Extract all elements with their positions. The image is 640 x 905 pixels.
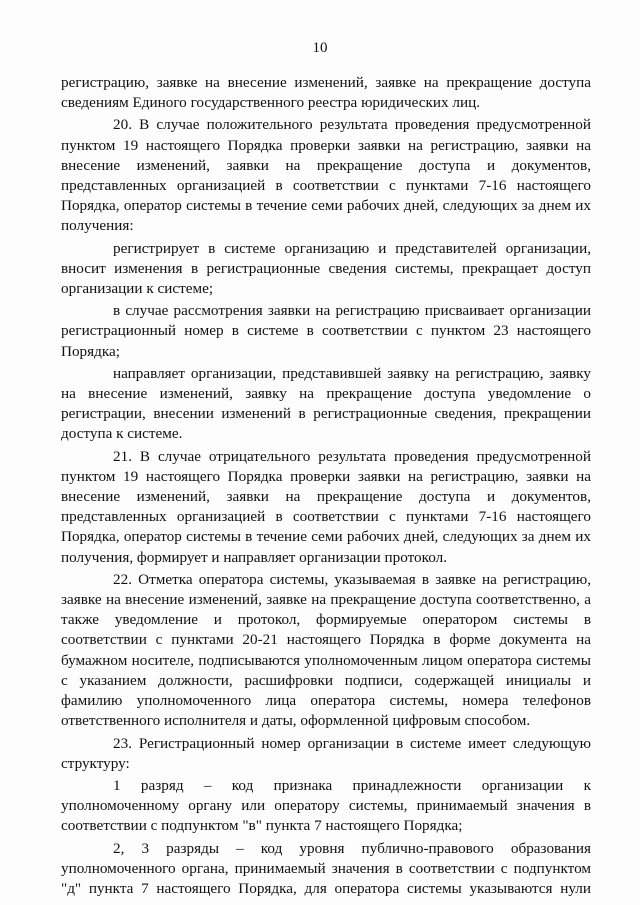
paragraph-continuation: регистрацию, заявке на внесение изменений, заявке на прекращение доступа сведениям Единого государственного реестра юридических лиц. (61, 74, 591, 112)
paragraph-22: 22. Отметка оператора системы, указываемая в заявке на регистрацию, заявке на внесение изменений, заявке на прекращение доступа соответственно, а также уведомление и протокол, формируемые оператором системы в соответствии с пунктами 20-21 настоящего Порядка в форме документа на бумажном носителе, подписываются уполномоченным лицом оператора системы с указанием должности, расшифровки подписи, содержащей инициалы и фамилию уполномоченного лица оператора системы, номера телефонов ответственного исполнителя и даты, оформленной цифровым способом. (61, 570, 591, 730)
paragraph-23: 23. Регистрационный номер организации в системе имеет следующую структуру: (61, 734, 591, 772)
paragraph-20-item-send-notice: направляет организации, представившей заявку на регистрацию, заявку на внесение изменений, заявку на прекращение доступа уведомление о регистрации, внесении изменений в регистрационные сведения, прекращении доступа к системе. (61, 364, 591, 443)
paragraph-23-digit-1: 1 разряд – код признака принадлежности организации к уполномоченному органу или оператору системы, принимаемый значения в соответствии с подпунктом "в" пункта 7 настоящего Порядка; (61, 776, 591, 835)
paragraph-20-item-register: регистрирует в системе организацию и представителей организации, вносит изменения в регистрационные сведения системы, прекращает доступ организации к системе; (61, 239, 591, 298)
page-number: 10 (312, 40, 328, 56)
paragraph-20-item-assign-number: в случае рассмотрения заявки на регистрацию присваивает организации регистрационный номер в системе в соответствии с пунктом 23 настоящего Порядка; (61, 302, 591, 360)
paragraph-20: 20. В случае положительного результата проведения предусмотренной пунктом 19 настоящего Порядка проверки заявки на регистрацию, заявки на внесение изменений, заявки на прекращение доступа и документов, представленных организацией в соответствии с пунктами 7-16 настоящего Порядка, оператор системы в течение семи рабочих дней, следующих за днем их получения: (61, 116, 591, 235)
paragraph-21: 21. В случае отрицательного результата проведения предусмотренной пунктом 19 настоящего Порядка проверки заявки на регистрацию, заявки на внесение изменений, заявки на прекращение доступа и документов, представленных организацией в соответствии с пунктами 7-16 настоящего Порядка, оператор системы в течение семи рабочих дней, следующих за днем их получения, формирует и направляет организации протокол. (61, 447, 591, 566)
paragraph-23-digits-2-3: 2, 3 разряды – код уровня публично-правового образования уполномоченного органа, принимаемый значения в соответствии с подпунктом "д" пункта 7 настоящего Порядка, для оператора системы указываются нули (61, 839, 591, 897)
document-body (61, 73, 591, 899)
